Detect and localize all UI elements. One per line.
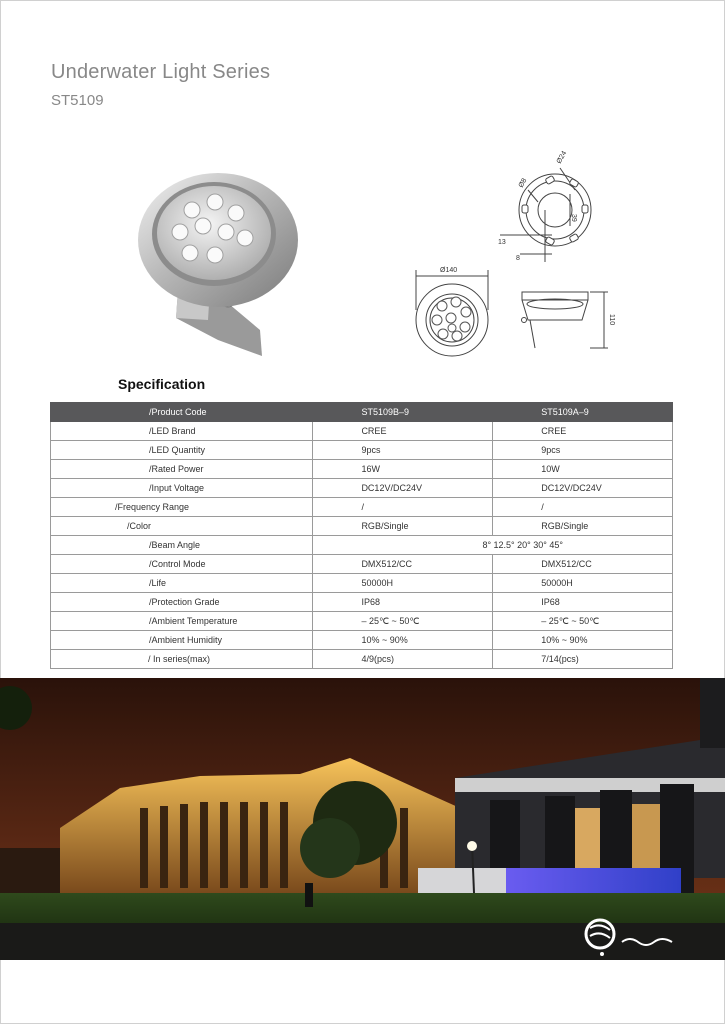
spec-label: /Ambient Humidity bbox=[51, 631, 313, 650]
spec-value-a: DMX512/CC bbox=[493, 555, 673, 574]
spec-value-merged: 8° 12.5° 20° 30° 45° bbox=[313, 536, 673, 555]
spec-value-b: IP68 bbox=[313, 593, 493, 612]
page-title: Underwater Light Series bbox=[51, 61, 271, 83]
dim-side-height: 110 bbox=[608, 314, 615, 326]
spec-value-a: 50000H bbox=[493, 574, 673, 593]
table-row bbox=[51, 555, 673, 574]
spec-label: /Product Code bbox=[51, 403, 313, 422]
spec-value-b: 10% ~ 90% bbox=[313, 631, 493, 650]
table-row bbox=[51, 593, 673, 612]
table-row bbox=[51, 441, 673, 460]
spec-value-a: / bbox=[493, 498, 673, 517]
spec-label: /Control Mode bbox=[51, 555, 313, 574]
table-row bbox=[51, 403, 673, 422]
dim-top-hole: Ø8 bbox=[517, 177, 529, 189]
table-row bbox=[51, 479, 673, 498]
spec-value-b: 50000H bbox=[313, 574, 493, 593]
spec-value-a: 10% ~ 90% bbox=[493, 631, 673, 650]
spec-label: /LED Quantity bbox=[51, 441, 313, 460]
spec-value-b: DMX512/CC bbox=[313, 555, 493, 574]
dim-front-diameter: Ø140 bbox=[440, 267, 458, 274]
product-image bbox=[130, 160, 305, 360]
spec-value-b: RGB/Single bbox=[313, 517, 493, 536]
table-row bbox=[51, 631, 673, 650]
spec-value-a: RGB/Single bbox=[493, 517, 673, 536]
spec-value-b: ST5109B–9 bbox=[313, 403, 493, 422]
spec-label: /Protection Grade bbox=[51, 593, 313, 612]
spec-value-b: 9pcs bbox=[313, 441, 493, 460]
spec-value-a: 10W bbox=[493, 460, 673, 479]
dim-top-height: 39 bbox=[570, 214, 577, 222]
spec-value-a: 9pcs bbox=[493, 441, 673, 460]
table-row bbox=[51, 650, 673, 669]
table-row bbox=[51, 517, 673, 536]
spec-table bbox=[50, 402, 673, 669]
spec-label: /Frequency Range bbox=[51, 498, 313, 517]
spec-value-a: 7/14(pcs) bbox=[493, 650, 673, 669]
spec-label: /Life bbox=[51, 574, 313, 593]
spec-label: / In series(max) bbox=[51, 650, 313, 669]
spec-label: /Ambient Temperature bbox=[51, 612, 313, 631]
spec-heading: Specification bbox=[118, 376, 206, 392]
table-row bbox=[51, 498, 673, 517]
spec-label: /Color bbox=[51, 517, 313, 536]
spec-value-b: DC12V/DC24V bbox=[313, 479, 493, 498]
spec-label: /Beam Angle bbox=[51, 536, 313, 555]
spec-value-b: 4/9(pcs) bbox=[313, 650, 493, 669]
table-row bbox=[51, 536, 673, 555]
spec-label: /Rated Power bbox=[51, 460, 313, 479]
spec-value-a: DC12V/DC24V bbox=[493, 479, 673, 498]
table-row bbox=[51, 422, 673, 441]
spec-value-a: – 25℃ ~ 50℃ bbox=[493, 612, 673, 631]
model-number: ST5109 bbox=[51, 92, 104, 109]
spec-label: /Input Voltage bbox=[51, 479, 313, 498]
dim-top-thickness: 8 bbox=[516, 255, 520, 262]
brand-logo bbox=[582, 912, 682, 960]
spec-label: /LED Brand bbox=[51, 422, 313, 441]
spec-value-b: – 25℃ ~ 50℃ bbox=[313, 612, 493, 631]
spec-value-b: CREE bbox=[313, 422, 493, 441]
spec-value-b: / bbox=[313, 498, 493, 517]
table-row bbox=[51, 460, 673, 479]
technical-drawings bbox=[410, 150, 620, 360]
dim-top-outer: Ø24 bbox=[555, 150, 569, 165]
spec-value-a: CREE bbox=[493, 422, 673, 441]
table-row bbox=[51, 574, 673, 593]
table-row bbox=[51, 612, 673, 631]
spec-value-b: 16W bbox=[313, 460, 493, 479]
spec-value-a: ST5109A–9 bbox=[493, 403, 673, 422]
spec-value-a: IP68 bbox=[493, 593, 673, 612]
dim-top-offset: 13 bbox=[498, 239, 506, 246]
